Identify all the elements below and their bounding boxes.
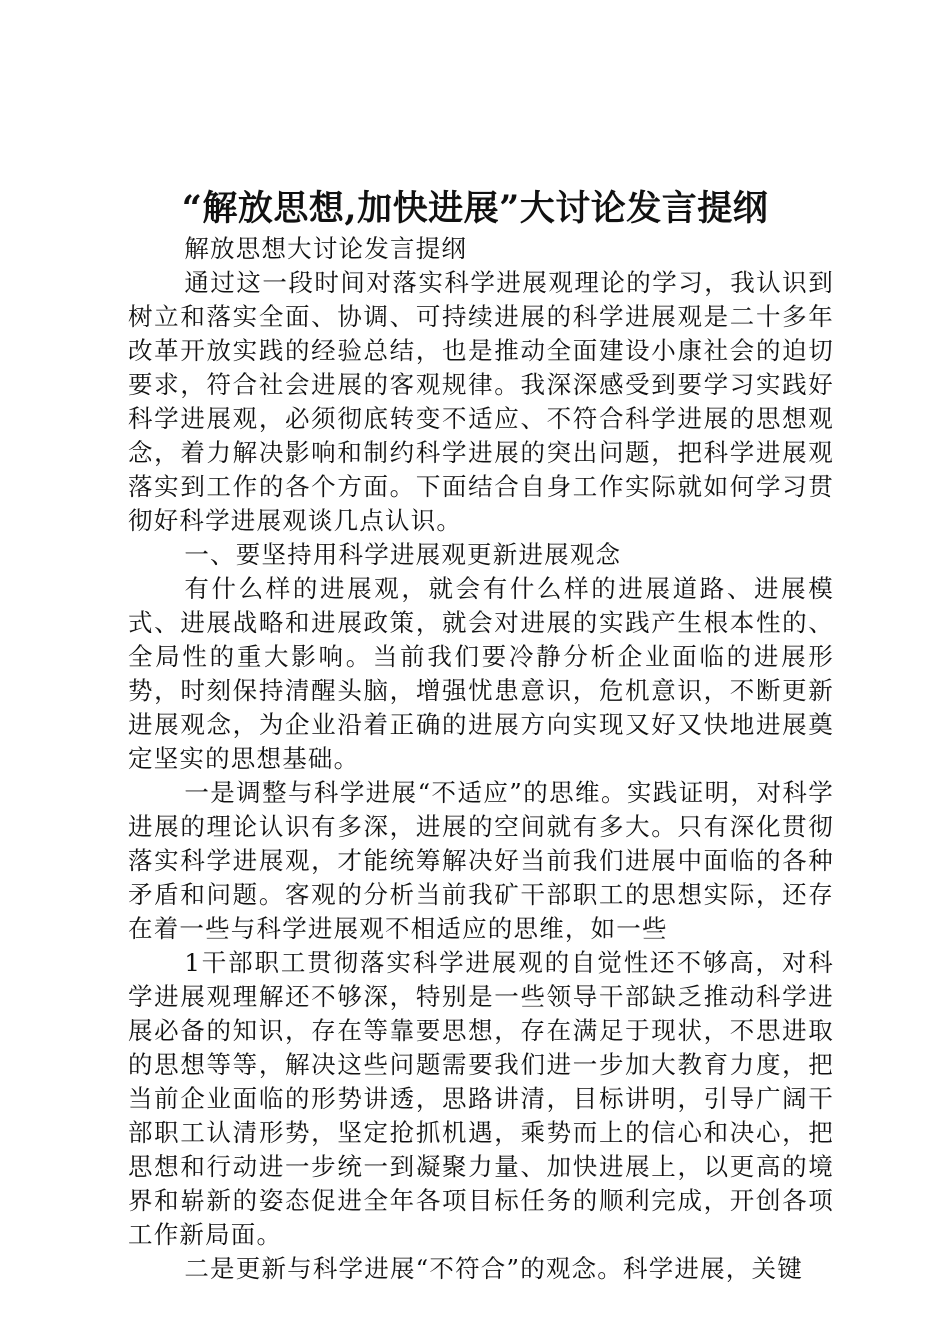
paragraph-subtitle: 解放思想大讨论发言提纲 bbox=[184, 234, 468, 263]
paragraph-point-one: 一是调整与科学进展“不适应”的思维。实践证明，对科学进展的理论认识有多深，进展的空间就有多大。只有深化贯彻落实科学进展观，才能统筹解决好当前我们进展中面临的各种矛盾和问题。客观的分析当前我矿干部职工的思想实际，还存在着一些与科学进展观不相适应的思维，如一些 bbox=[128, 778, 834, 943]
document-body bbox=[128, 232, 834, 1286]
paragraph-point-two: 二是更新与科学进展“不符合”的观念。科学进展，关键 bbox=[184, 1254, 803, 1283]
paragraph-section-body: 有什么样的进展观，就会有什么样的进展道路、进展模式、进展战略和进展政策，就会对进展的实践产生根本性的、全局性的重大影响。当前我们要冷静分析企业面临的进展形势，时刻保持清醒头脑，增强忧患意识，危机意识，不断更新进展观念，为企业沿着正确的进展方向实现又好又快地进展奠定坚实的思想基础。 bbox=[128, 574, 834, 773]
paragraph-section-heading: 一、要坚持用科学进展观更新进展观念 bbox=[184, 540, 622, 569]
paragraph-intro: 通过这一段时间对落实科学进展观理论的学习，我认识到树立和落实全面、协调、可持续进展的科学进展观是二十多年改革开放实践的经验总结，也是推动全面建设小康社会的迫切要求，符合社会进展的客观规律。我深深感受到要学习实践好科学进展观，必须彻底转变不适应、不符合科学进展的思想观念，着力解决影响和制约科学进展的突出问题，把科学进展观落实到工作的各个方面。下面结合自身工作实际就如何学习贯彻好科学进展观谈几点认识。 bbox=[128, 268, 834, 535]
document-title: “解放思想,加快进展”大讨论发言提纲 bbox=[181, 188, 769, 229]
paragraph-point-one-detail: 1干部职工贯彻落实科学进展观的自觉性还不够高，对科学进展观理解还不够深，特别是一些领导干部缺乏推动科学进展必备的知识，存在等靠要思想，存在满足于现状，不思进取的思想等等，解决这些问题需要我们进一步加大教育力度，把当前企业面临的形势讲透，思路讲清，目标讲明，引导广阔干部职工认清形势，坚定抢抓机遇，乘势而上的信心和决心，把思想和行动进一步统一到凝聚力量、加快进展上，以更高的境界和崭新的姿态促进全年各项目标任务的顺利完成，开创各项工作新局面。 bbox=[128, 948, 834, 1249]
